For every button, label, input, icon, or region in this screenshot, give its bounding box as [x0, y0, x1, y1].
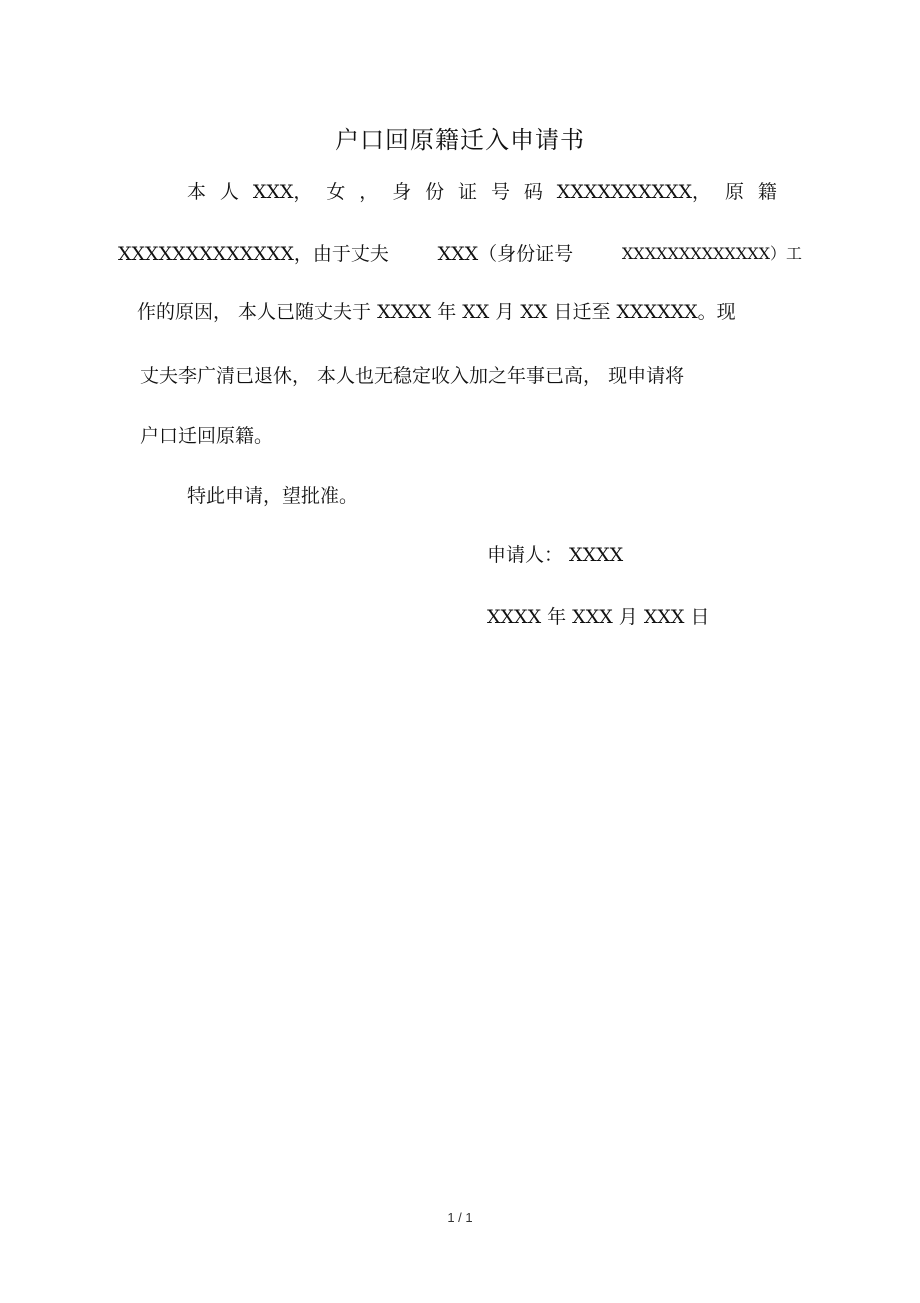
- text-fragment: XXX，: [252, 181, 313, 203]
- text-fragment: 身: [392, 181, 412, 203]
- paragraph-line-2: [118, 240, 802, 268]
- application-date: XXXX 年 XXX 月 XXX 日: [487, 606, 710, 628]
- page-number: 1 / 1: [447, 1210, 473, 1225]
- paragraph-line-4: 丈夫李广清已退休， 本人也无稳定收入加之年事已高， 现申请将: [140, 365, 685, 387]
- text-fragment: 份: [425, 181, 445, 203]
- text-fragment: XXX（身份证号: [437, 243, 574, 265]
- text-fragment: 号: [490, 181, 510, 203]
- paragraph-line-1: [187, 178, 777, 206]
- text-fragment: XXXXXXXXXXXXX）工: [621, 244, 802, 263]
- paragraph-line-5: 户口迁回原籍。: [140, 425, 274, 447]
- text-fragment: 本: [187, 181, 207, 203]
- paragraph-line-3: 作的原因， 本人已随丈夫于 XXXX 年 XX 月 XX 日迁至 XXXXXX。现: [137, 301, 736, 323]
- text-fragment: 码: [523, 181, 543, 203]
- text-fragment: 人: [219, 181, 239, 203]
- closing-text: 特此申请，望批准。: [187, 485, 359, 507]
- text-fragment: 原: [724, 181, 744, 203]
- text-fragment: XXXXXXXXXX，: [556, 181, 712, 203]
- text-fragment: ，: [359, 181, 379, 203]
- applicant-signature: 申请人： XXXX: [487, 544, 624, 566]
- text-fragment: 证: [458, 181, 478, 203]
- text-fragment: XXXXXXXXXXXXX，由于丈夫: [118, 243, 389, 265]
- text-fragment: 女: [326, 181, 346, 203]
- document-title: 户口回原籍迁入申请书: [335, 126, 585, 154]
- text-fragment: 籍: [757, 181, 777, 203]
